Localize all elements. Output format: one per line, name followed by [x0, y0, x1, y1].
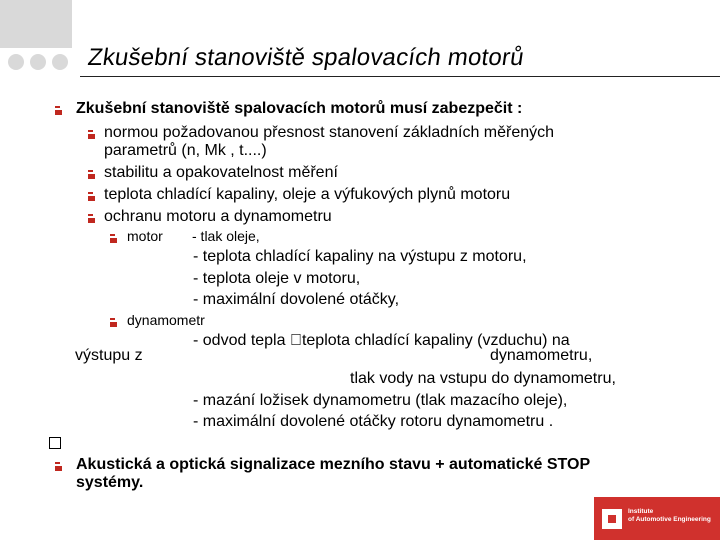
motor-item: - teplota oleje v motoru, — [193, 270, 361, 287]
logo-mark-icon — [602, 509, 622, 529]
dynamometr-item: - maximální dovolené otáčky rotoru dynamometru . — [193, 413, 554, 430]
dynamometr-item: - mazání ložisek dynamometru (tlak mazacího oleje), — [193, 392, 568, 409]
motor-label: motor — [127, 228, 163, 244]
dynamometr-item-continuation: výstupu z — [75, 347, 143, 364]
bullet-icon — [110, 234, 117, 243]
decorative-dot — [30, 54, 46, 70]
motor-first-item: - tlak oleje, — [192, 228, 260, 244]
checkbox-glyph — [49, 437, 61, 449]
bullet-icon — [55, 462, 62, 471]
decorative-square — [0, 0, 72, 48]
bullet-icon — [55, 106, 62, 115]
bullet-icon — [88, 192, 95, 201]
dynamometr-label: dynamometr — [127, 312, 205, 328]
dynamometr-item: tlak vody na vstupu do dynamometru, — [350, 370, 616, 387]
title-divider — [80, 76, 720, 77]
slide-title: Zkušební stanoviště spalovacích motorů — [86, 44, 526, 71]
final-text-continuation: systémy. — [76, 474, 144, 491]
bullet-icon — [110, 318, 117, 327]
institute-logo — [594, 497, 720, 540]
list-item-continuation: parametrů (n, Mk , t....) — [104, 142, 267, 159]
list-item: normou požadovanou přesnost stanovení základních měřených — [104, 124, 555, 141]
dynamometr-item-continuation: dynamometru, — [490, 347, 593, 364]
decorative-dot — [52, 54, 68, 70]
dynamometr-item: - odvod tepla  teplota chladící kapaliny (vzduchu) na — [193, 332, 570, 349]
final-text: Akustická a optická signalizace mezního stavu + automatické STOP — [76, 456, 591, 473]
bullet-icon — [88, 214, 95, 223]
logo-text: Institute of Automotive Engineering — [628, 508, 711, 523]
list-item: teplota chladící kapaliny, oleje a výfukových plynů motoru — [104, 186, 511, 203]
bullet-icon — [88, 170, 95, 179]
decorative-dot — [8, 54, 24, 70]
list-item: stabilitu a opakovatelnost měření — [104, 164, 338, 181]
bullet-icon — [88, 130, 95, 139]
motor-item: - maximální dovolené otáčky, — [193, 291, 400, 308]
intro-text: Zkušební stanoviště spalovacích motorů musí zabezpečit : — [76, 100, 523, 117]
motor-item: - teplota chladící kapaliny na výstupu z motoru, — [193, 248, 527, 265]
list-item: ochranu motoru a dynamometru — [104, 208, 332, 225]
